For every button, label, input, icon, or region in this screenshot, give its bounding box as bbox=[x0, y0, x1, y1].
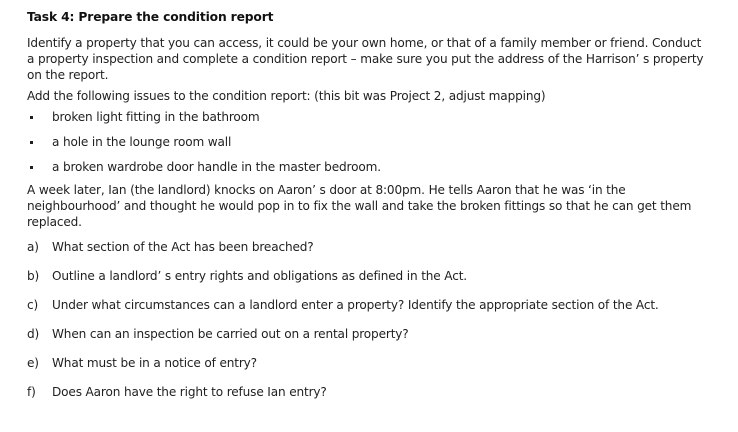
scenario-paragraph: A week later, Ian (the landlord) knocks on Aaron’ s door at 8:00pm. He tells Aaron that he was ‘in the neighbourhood’ and thought he would pop in to fix the wall and take the broken fittings so that he can get them replaced. bbox=[27, 183, 692, 229]
issue-text: a hole in the lounge room wall bbox=[52, 135, 232, 149]
question-item bbox=[27, 384, 707, 400]
issue-text: broken light fitting in the bathroom bbox=[52, 110, 260, 124]
question-text: When can an inspection be carried out on a rental property? bbox=[52, 327, 409, 341]
question-label: a) bbox=[27, 240, 39, 254]
question-label: c) bbox=[27, 298, 39, 312]
task-document bbox=[27, 9, 707, 413]
issue-item bbox=[27, 159, 707, 175]
bullet-square-icon bbox=[30, 166, 33, 169]
question-item bbox=[27, 268, 707, 284]
question-text: Under what circumstances can a landlord enter a property? Identify the appropriate section of the Act. bbox=[52, 298, 659, 312]
issue-item bbox=[27, 109, 707, 125]
question-text: Outline a landlord’ s entry rights and obligations as defined in the Act. bbox=[52, 269, 467, 283]
question-item bbox=[27, 326, 707, 342]
add-issues-paragraph: Add the following issues to the condition report: (this bit was Project 2, adjust mapping) bbox=[27, 89, 546, 103]
bullet-square-icon bbox=[30, 116, 33, 119]
intro-paragraph: Identify a property that you can access, it could be your own home, or that of a family member or friend. Conduct a property inspection and complete a condition report – make sure you put the address of the Harrison’ s property on the report. bbox=[27, 36, 704, 82]
question-item bbox=[27, 355, 707, 371]
question-text: Does Aaron have the right to refuse Ian entry? bbox=[52, 385, 327, 399]
issue-item bbox=[27, 134, 707, 150]
question-label: d) bbox=[27, 327, 40, 341]
question-text: What section of the Act has been breached? bbox=[52, 240, 314, 254]
issues-list bbox=[27, 109, 707, 175]
question-text: What must be in a notice of entry? bbox=[52, 356, 257, 370]
question-label: b) bbox=[27, 269, 40, 283]
question-item bbox=[27, 297, 707, 313]
task-title: Task 4: Prepare the condition report bbox=[27, 10, 274, 24]
issue-text: a broken wardrobe door handle in the master bedroom. bbox=[52, 160, 381, 174]
bullet-square-icon bbox=[30, 141, 33, 144]
question-label: e) bbox=[27, 356, 39, 370]
question-label: f) bbox=[27, 385, 36, 399]
questions-list bbox=[27, 239, 707, 400]
question-item bbox=[27, 239, 707, 255]
